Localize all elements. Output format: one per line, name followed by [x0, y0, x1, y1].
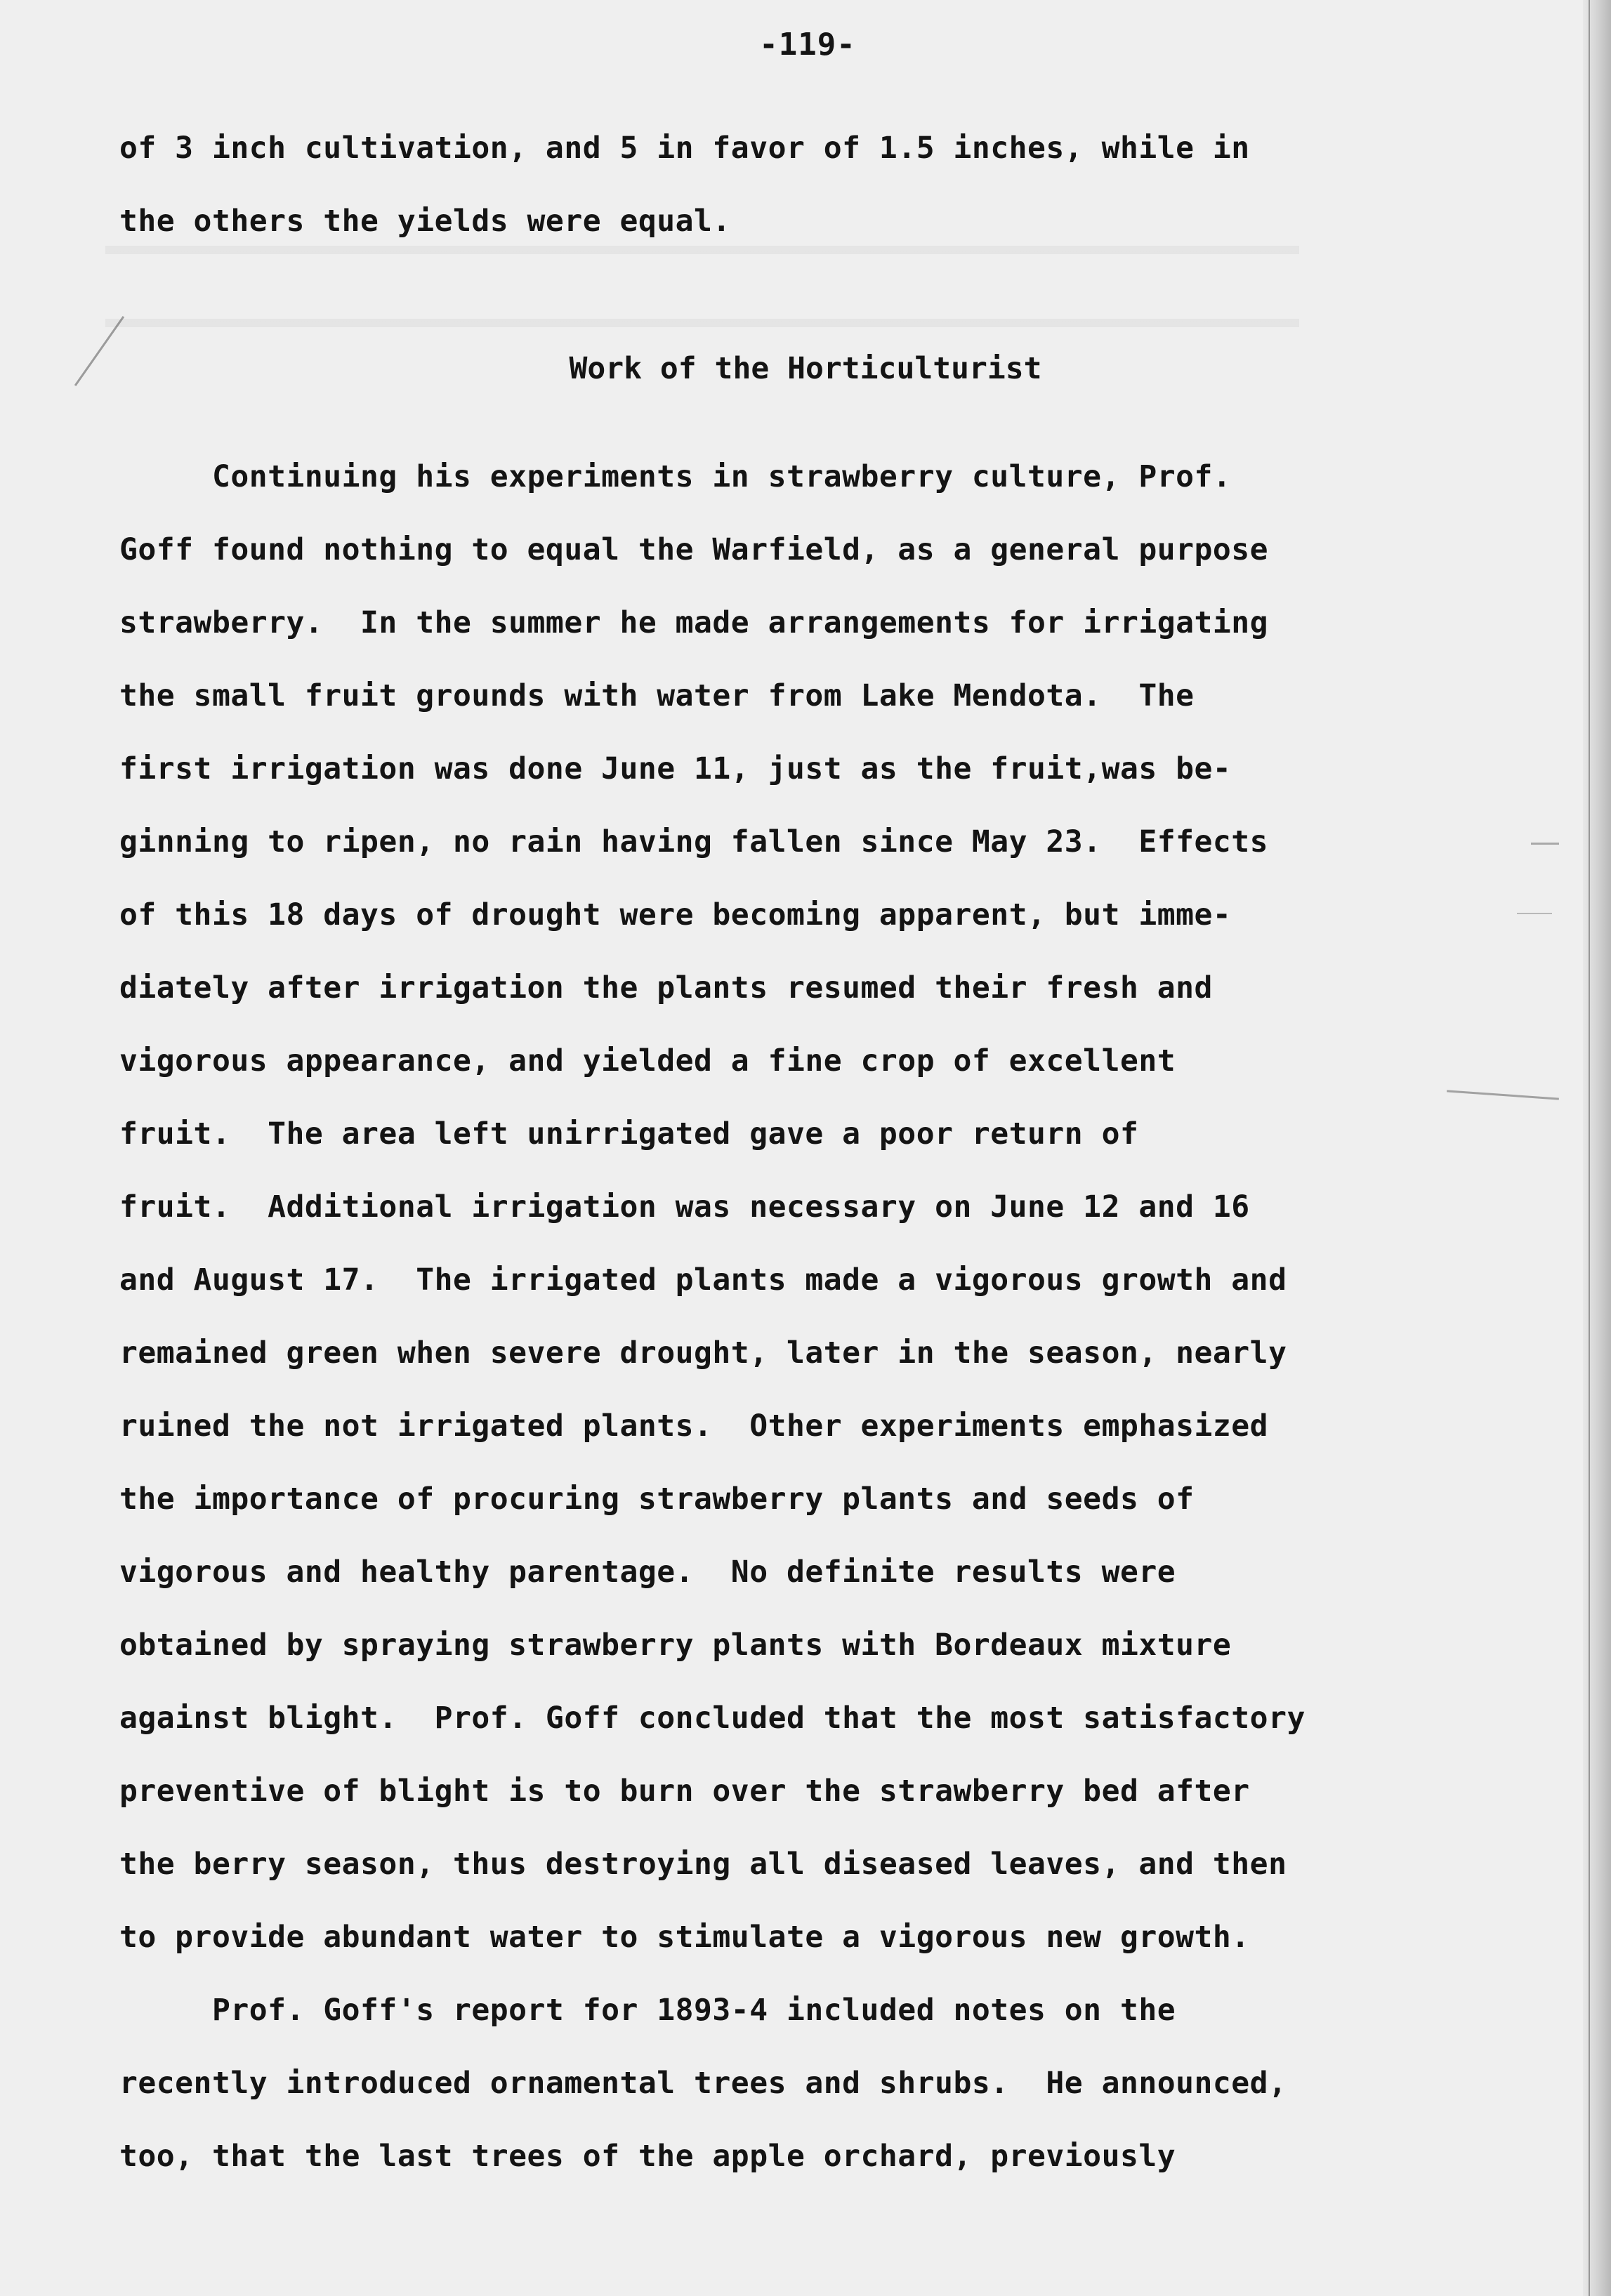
text-line: ruined the not irrigated plants. Other experiments emphasized [119, 1408, 1269, 1444]
text-line: the small fruit grounds with water from Lake Mendota. The [119, 678, 1195, 713]
text-line: to provide abundant water to stimulate a vigorous new growth. [119, 1920, 1250, 1955]
dash-mark-right-2 [1517, 913, 1552, 914]
text-line: of this 18 days of drought were becoming apparent, but imme- [119, 897, 1232, 932]
text-line: Continuing his experiments in strawberry culture, Prof. [119, 459, 1232, 494]
section-heading: Work of the Horticulturist [569, 351, 1042, 386]
page-number: -119- [759, 27, 856, 62]
text-line: first irrigation was done June 11, just as the fruit,was be- [119, 751, 1232, 786]
page-edge-line [1589, 0, 1590, 2296]
text-line: the importance of procuring strawberry plants and seeds of [119, 1482, 1195, 1517]
text-line: too, that the last trees of the apple orchard, previously [119, 2139, 1176, 2174]
text-line: and August 17. The irrigated plants made a vigorous growth and [119, 1262, 1287, 1298]
text-line: vigorous appearance, and yielded a fine crop of excellent [119, 1043, 1176, 1078]
text-line: the berry season, thus destroying all diseased leaves, and then [119, 1847, 1287, 1882]
text-line: obtained by spraying strawberry plants with Bordeaux mixture [119, 1628, 1232, 1663]
text-line: of 3 inch cultivation, and 5 in favor of 1.5 inches, while in [119, 131, 1250, 166]
dash-mark-right-1 [1531, 843, 1559, 845]
text-line: ginning to ripen, no rain having fallen since May 23. Effects [119, 824, 1269, 859]
text-line: remained green when severe drought, later in the season, nearly [119, 1335, 1287, 1371]
page-edge-shadow [1583, 0, 1611, 2296]
text-line: fruit. Additional irrigation was necessary on June 12 and 16 [119, 1189, 1250, 1225]
text-line: Goff found nothing to equal the Warfield, as a general purpose [119, 532, 1269, 567]
text-line: vigorous and healthy parentage. No definite results were [119, 1555, 1176, 1590]
text-line: diately after irrigation the plants resumed their fresh and [119, 970, 1213, 1005]
text-line: strawberry. In the summer he made arrangements for irrigating [119, 605, 1269, 640]
text-line: preventive of blight is to burn over the strawberry bed after [119, 1774, 1250, 1809]
text-line: Prof. Goff's report for 1893-4 included notes on the [119, 1993, 1176, 2028]
text-line: the others the yields were equal. [119, 204, 731, 239]
text-line: fruit. The area left unirrigated gave a poor return of [119, 1116, 1139, 1152]
text-line: against blight. Prof. Goff concluded that the most satisfactory [119, 1701, 1306, 1736]
text-line: recently introduced ornamental trees and shrubs. He announced, [119, 2066, 1287, 2101]
pen-mark-right [1447, 1090, 1559, 1100]
